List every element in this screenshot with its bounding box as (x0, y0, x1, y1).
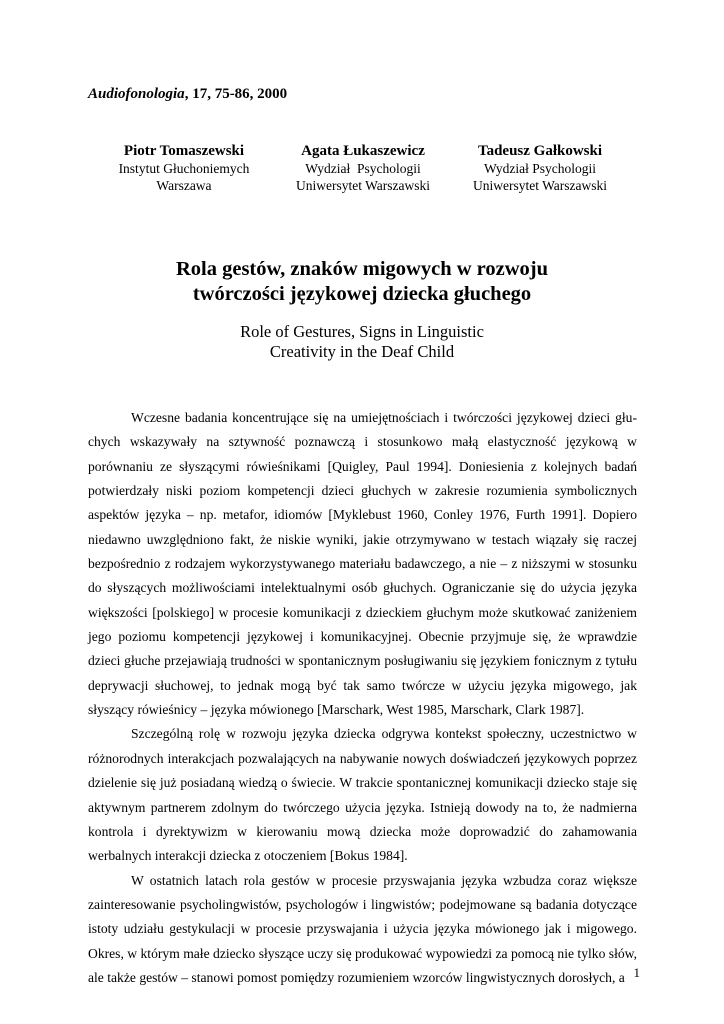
paper-title (60, 257, 664, 307)
author-name: Agata Łukaszewicz (301, 143, 425, 159)
author-name: Piotr Tomaszewski (123, 143, 245, 159)
body-text (88, 406, 637, 990)
body-paragraph: Szczególną rolę w rozwoju języka dziecka odgrywa kontekst społeczny, uczestnictwo w różnorodnych interakcjach pozwalających na nabywanie nowych doświadczeń językowych poprzez dzielenie się już posiadaną wiedzą o świecie. W trakcie spontanicznej komunikacji dziecko staje się aktywnym partnerem zdolnym do twórczego użycia języka. Istnieją dowody na to, że nadmierna kontrola i dyrektywizm w kierowaniu mową dziecka może doprowadzić do zahamowania werbalnych interakcji dziecka z otoczeniem [Bokus 1984]. (88, 726, 637, 864)
author-block (282, 142, 444, 194)
body-paragraph: Wczesne badania koncentrujące się na umiejętnościach i twórczości językowej dzieci głuchych wskazywały na sztywność poznawczą i stosunkowo małą elastyczność językową w porównaniu ze słyszącymi rówieśnikami [Quigley, Paul 1994]. Doniesienia z kolejnych badań potwierdzały niski poziom kompetencji dzieci głuchych w zakresie rozumienia symbolicznych aspektów języka – np. metafor, idiomów [Myklebust 1960, Conley 1976, Furth 1991]. Dopiero niedawno uwzględniono fakt, że niskie wyniki, jakie otrzymywano w testach wiązały się raczej bezpośrednio z rodzajem wykorzystywanego materiału badawczego, a nie – z niższymi w stosunku do słyszących możliwościami intelektualnymi osób głuchych. Ograniczanie się do użycia języka większości [polskiego] w procesie komunikacji z dzieckiem głuchym może skutkować zaniżeniem jego poziomu kompetencji językowej i komunikacyjnej. Obecnie przyjmuje się, że wprawdzie dzieci głuche przejawiają trudności w spontanicznym posługiwaniu się językiem fonicznym z tytułu deprywacji słuchowej, to jednak mogą być tak samo twórcze w użyciu języka migowego, jak słyszący rówieśnicy – języka mówionego [Marschark, West 1985, Marschark, Clark 1987]. (88, 410, 637, 718)
author-block (104, 142, 264, 194)
author-affiliation: Uniwersytet Warszawski (295, 178, 430, 193)
author-name: Tadeusz Gałkowski (477, 143, 603, 159)
journal-citation (88, 86, 287, 103)
author-affiliation: Wydział Psychologii (483, 161, 597, 176)
body-paragraph: W ostatnich latach rola gestów w procesie przyswajania języka wzbudza coraz większe zainteresowanie psycholingwistów, psychologów i lingwistów; podejmowane są badania dotyczące istoty udziału gestykulacji w procesie przyswajania i użycia języka mówionego jak i migowego. Okres, w którym małe dziecko słyszące uczy się produkować wypowiedzi za pomocą nie tylko słów, ale także gestów – stanowi pomost pomiędzy rozumieniem wzorców lingwistycznych dorosłych, a (88, 872, 637, 985)
page-number: 1 (633, 965, 640, 980)
paper-title-english (60, 322, 664, 362)
journal-details: , 17, 75-86, 2000 (184, 86, 288, 102)
author-affiliation: Warszawa (156, 178, 212, 193)
author-block (460, 142, 620, 194)
author-affiliation: Instytut Głuchoniemych (118, 161, 250, 176)
author-affiliation: Uniwersytet Warszawski (472, 178, 607, 193)
paper-title-english-line: Creativity in the Deaf Child (269, 342, 455, 361)
journal-name: Audiofonologia (88, 86, 185, 102)
author-affiliation: Wydział Psychologii (305, 161, 421, 176)
paper-title-line: twórczości językowej dziecka głuchego (192, 283, 532, 305)
paper-title-english-line: Role of Gestures, Signs in Linguistic (240, 322, 484, 341)
paper-title-line: Rola gestów, znaków migowych w rozwoju (175, 258, 549, 280)
